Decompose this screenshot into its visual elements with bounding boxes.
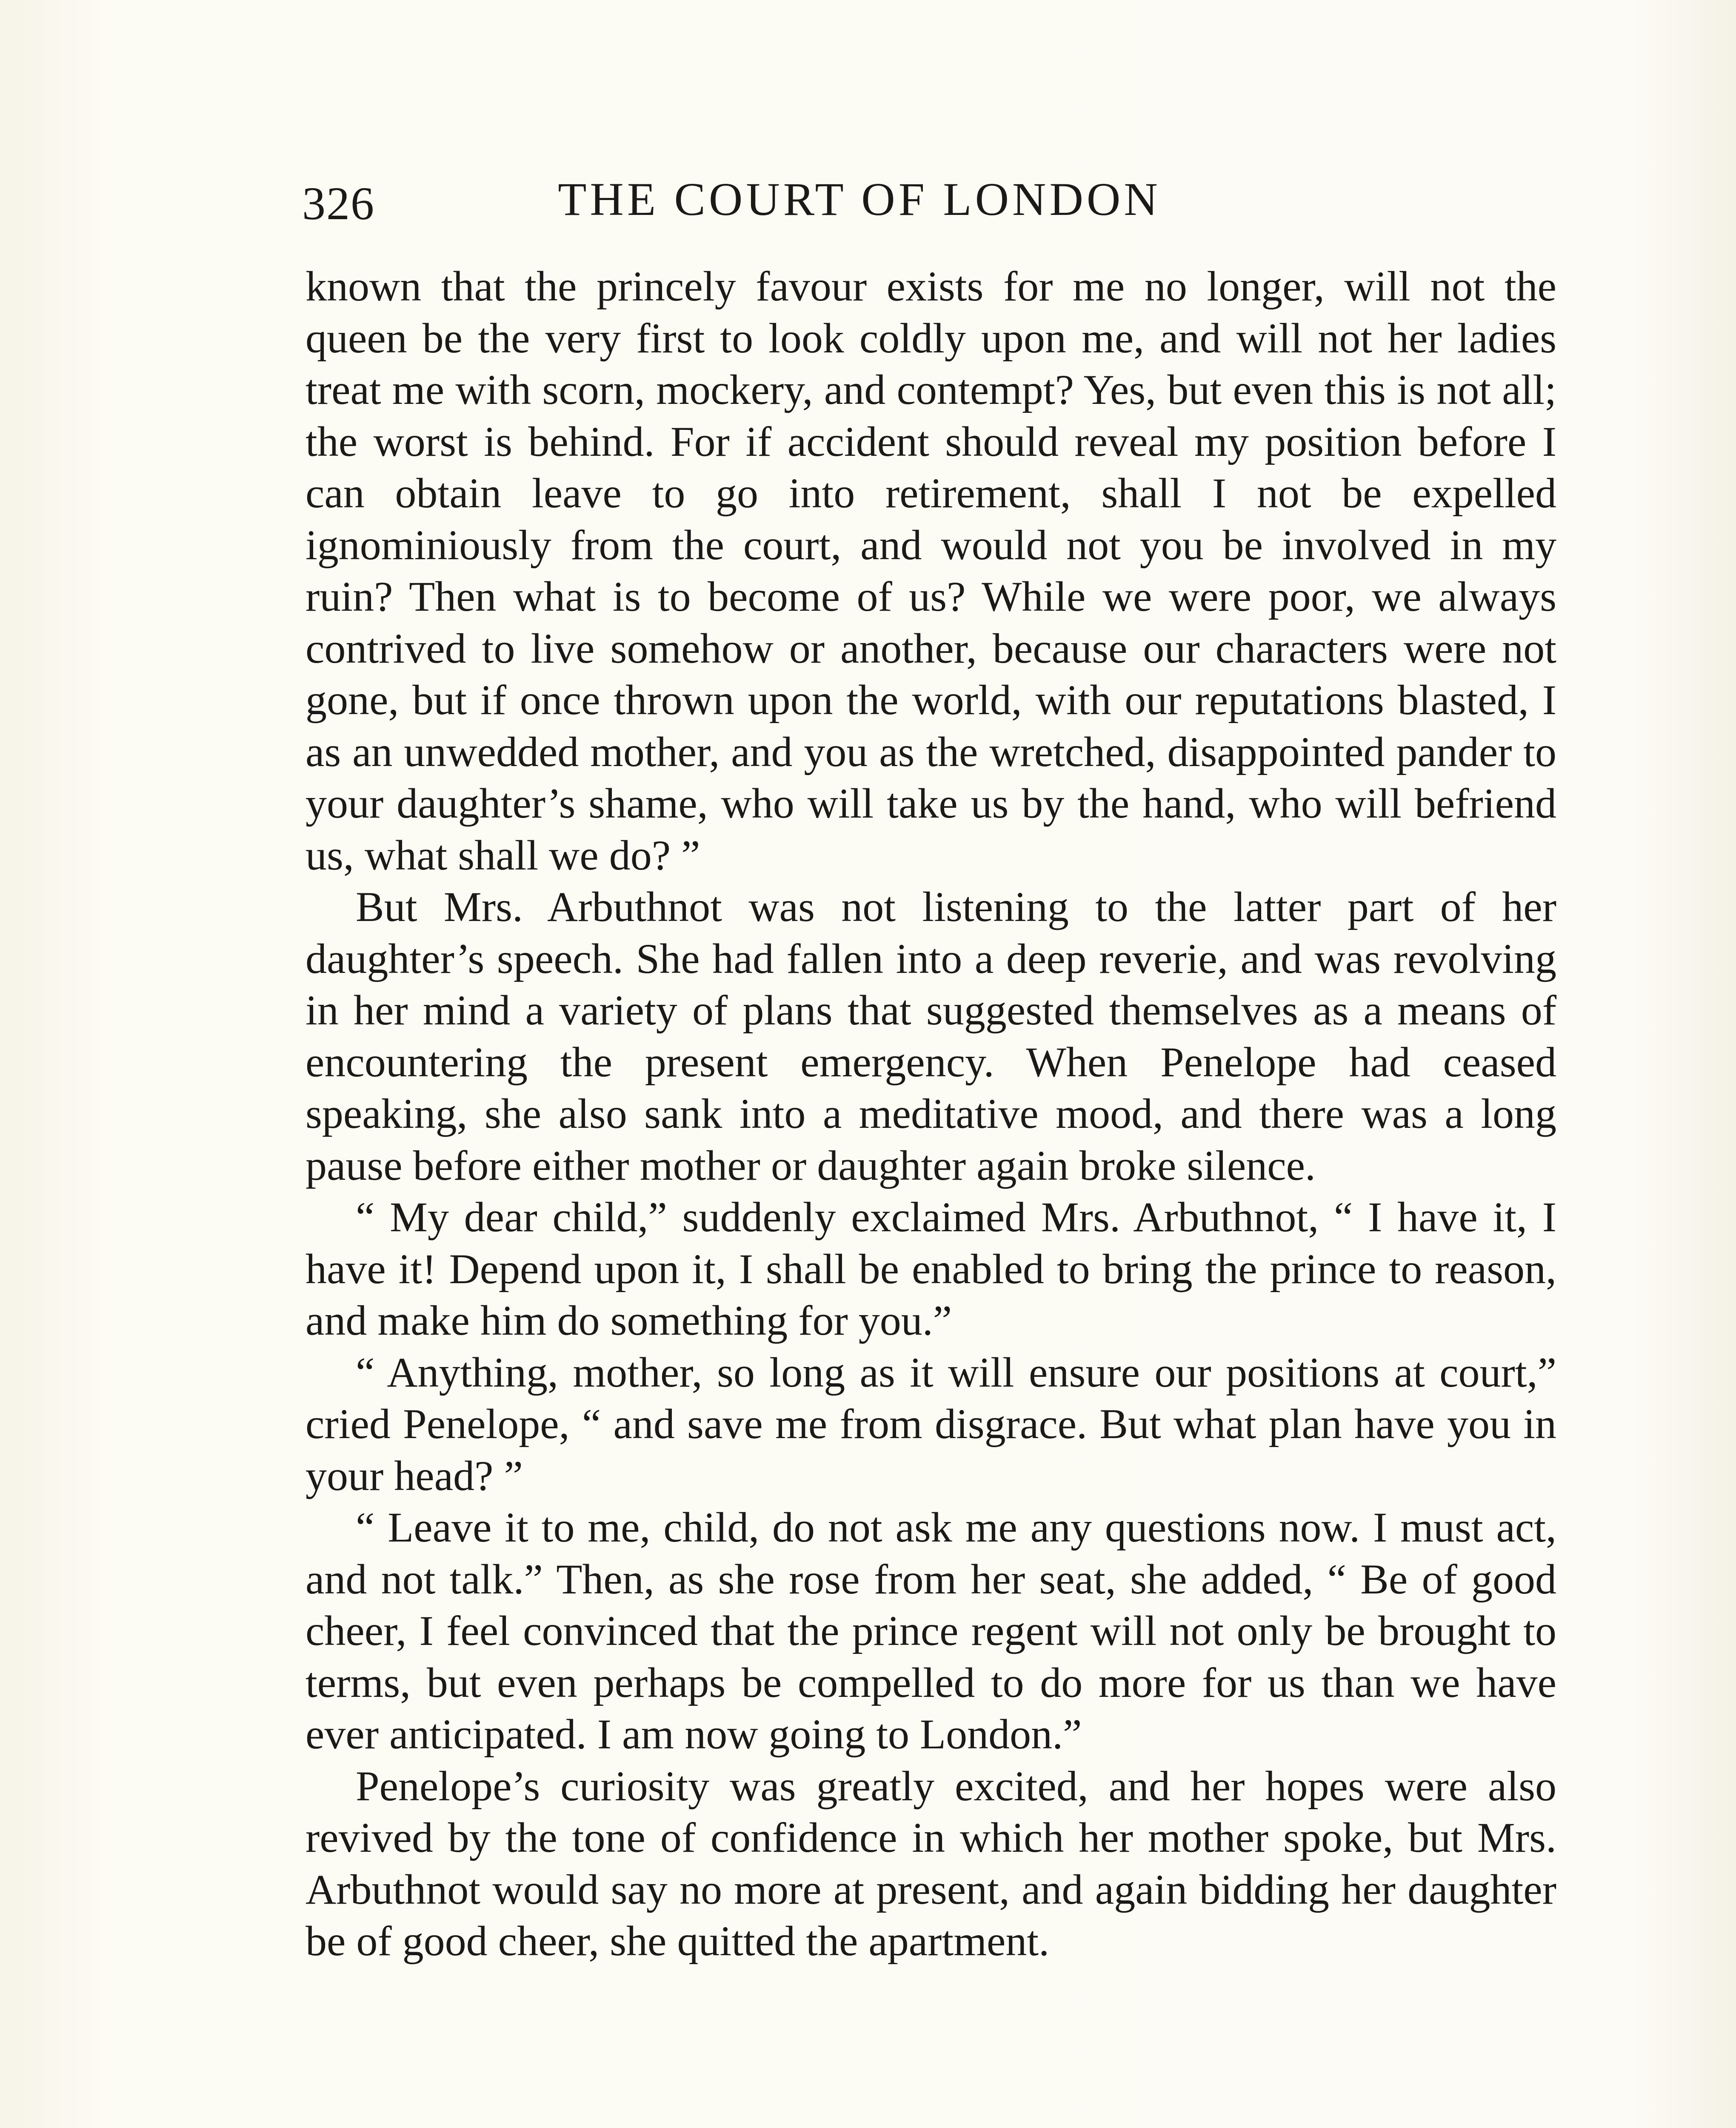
paragraph-4: “ Anything, mother, so long as it will ensure our positions at court,” cried Penelope, “ and save me from disgrace. But what plan have you in your head? ” — [306, 1348, 1556, 1499]
paragraph-6: Penelope’s curiosity was greatly excited, and her hopes were also revived by the tone of confidence in which her mother spoke, but Mrs. Arbuthnot would say no more at present, and again bidding her daughter be of good cheer, she quitted the apartment. — [306, 1762, 1556, 1965]
paragraph-5: “ Leave it to me, child, do not ask me any questions now. I must act, and not talk.” Then, as she rose from her seat, she added, “ Be of good cheer, I feel convinced that the prince regent will not only be brought to terms, but even perhaps be compelled to do more for us than we have ever anticipated. I am now going to London.” — [306, 1504, 1556, 1758]
page-header — [302, 166, 1264, 234]
paragraph-3: “ My dear child,” suddenly exclaimed Mrs. Arbuthnot, “ I have it, I have it! Depend upon it, I shall be enabled to bring the prince to reason, and make him do something for you.” — [306, 1193, 1556, 1344]
page-number: 326 — [302, 177, 375, 229]
running-head: THE COURT OF LONDON — [558, 173, 1161, 225]
paragraph-1: known that the princely favour exists for me no longer, will not the queen be the very first to look coldly upon me, and will not her ladies treat me with scorn, mockery, and contempt? Yes, but even this is not all; the worst is behind. For if accident should reveal my position before I can obtain leave to go into retirement, shall I not be expelled ignominiously from the court, and would not you be involved in my ruin? Then what is to become of us? While we were poor, we always contrived to live somehow or another, because our characters were not gone, but if once thrown upon the world, with our reputations blasted, I as an unwedded mother, and you as the wretched, disappointed pander to your daughter’s shame, who will take us by the hand, who will befriend us, what shall we do? ” — [306, 263, 1556, 879]
paragraph-2: But Mrs. Arbuthnot was not listening to the latter part of her daughter’s speech. She had fallen into a deep reverie, and was revolving in her mind a variety of plans that suggested themselves as a means of encountering the present emergency. When Penelope had ceased speaking, she also sank into a meditative mood, and there was a long pause before either mother or daughter again broke silence. — [306, 883, 1556, 1189]
body-text — [306, 260, 1556, 1967]
